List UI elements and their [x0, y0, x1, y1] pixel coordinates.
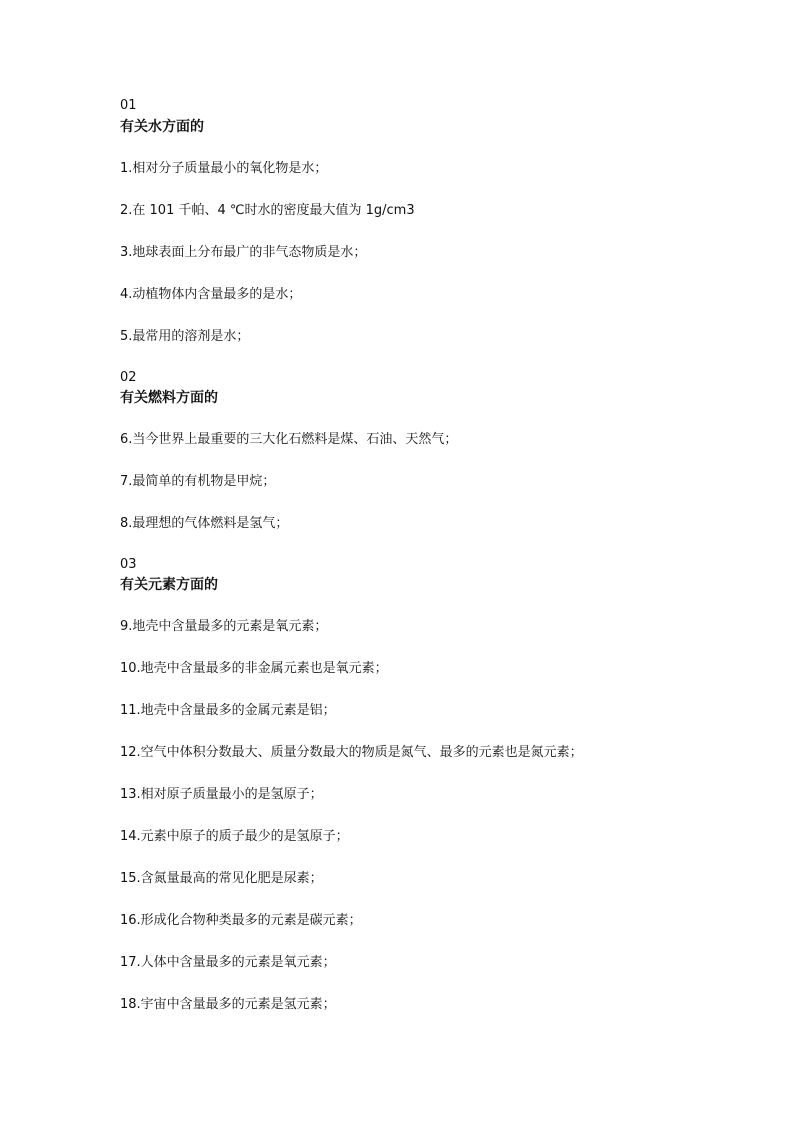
section-title: 有关燃料方面的	[120, 390, 218, 406]
section-title: 有关元素方面的	[120, 577, 218, 593]
section-number: 01	[120, 98, 137, 113]
list-item: 3.地球表面上分布最广的非气态物质是水；	[120, 245, 367, 260]
section-number: 03	[120, 557, 137, 572]
list-item: 14.元素中原子的质子最少的是氢原子；	[120, 829, 349, 844]
list-item: 11.地壳中含量最多的金属元素是铝；	[120, 703, 336, 718]
list-item: 4.动植物体内含量最多的是水；	[120, 287, 302, 302]
list-item: 10.地壳中含量最多的非金属元素也是氧元素；	[120, 661, 388, 676]
list-item: 8.最理想的气体燃料是氢气；	[120, 516, 289, 531]
list-item: 1.相对分子质量最小的氧化物是水；	[120, 161, 328, 176]
list-item: 13.相对原子质量最小的是氢原子；	[120, 787, 323, 802]
list-item: 17.人体中含量最多的元素是氧元素；	[120, 955, 336, 970]
list-item: 2.在 101 千帕、4 ℃时水的密度最大值为 1g/cm3	[120, 203, 415, 218]
list-item: 16.形成化合物种类最多的元素是碳元素；	[120, 913, 362, 928]
list-item: 18.宇宙中含量最多的元素是氢元素；	[120, 997, 336, 1012]
list-item: 9.地壳中含量最多的元素是氧元素；	[120, 619, 328, 634]
section-number: 02	[120, 370, 137, 385]
list-item: 5.最常用的溶剂是水；	[120, 329, 250, 344]
list-item: 7.最简单的有机物是甲烷；	[120, 474, 276, 489]
section-title: 有关水方面的	[120, 119, 204, 135]
list-item: 6.当今世界上最重要的三大化石燃料是煤、石油、天然气；	[120, 432, 458, 447]
list-item: 15.含氮量最高的常见化肥是尿素；	[120, 871, 323, 886]
list-item: 12.空气中体积分数最大、质量分数最大的物质是氮气、最多的元素也是氮元素；	[120, 745, 583, 760]
